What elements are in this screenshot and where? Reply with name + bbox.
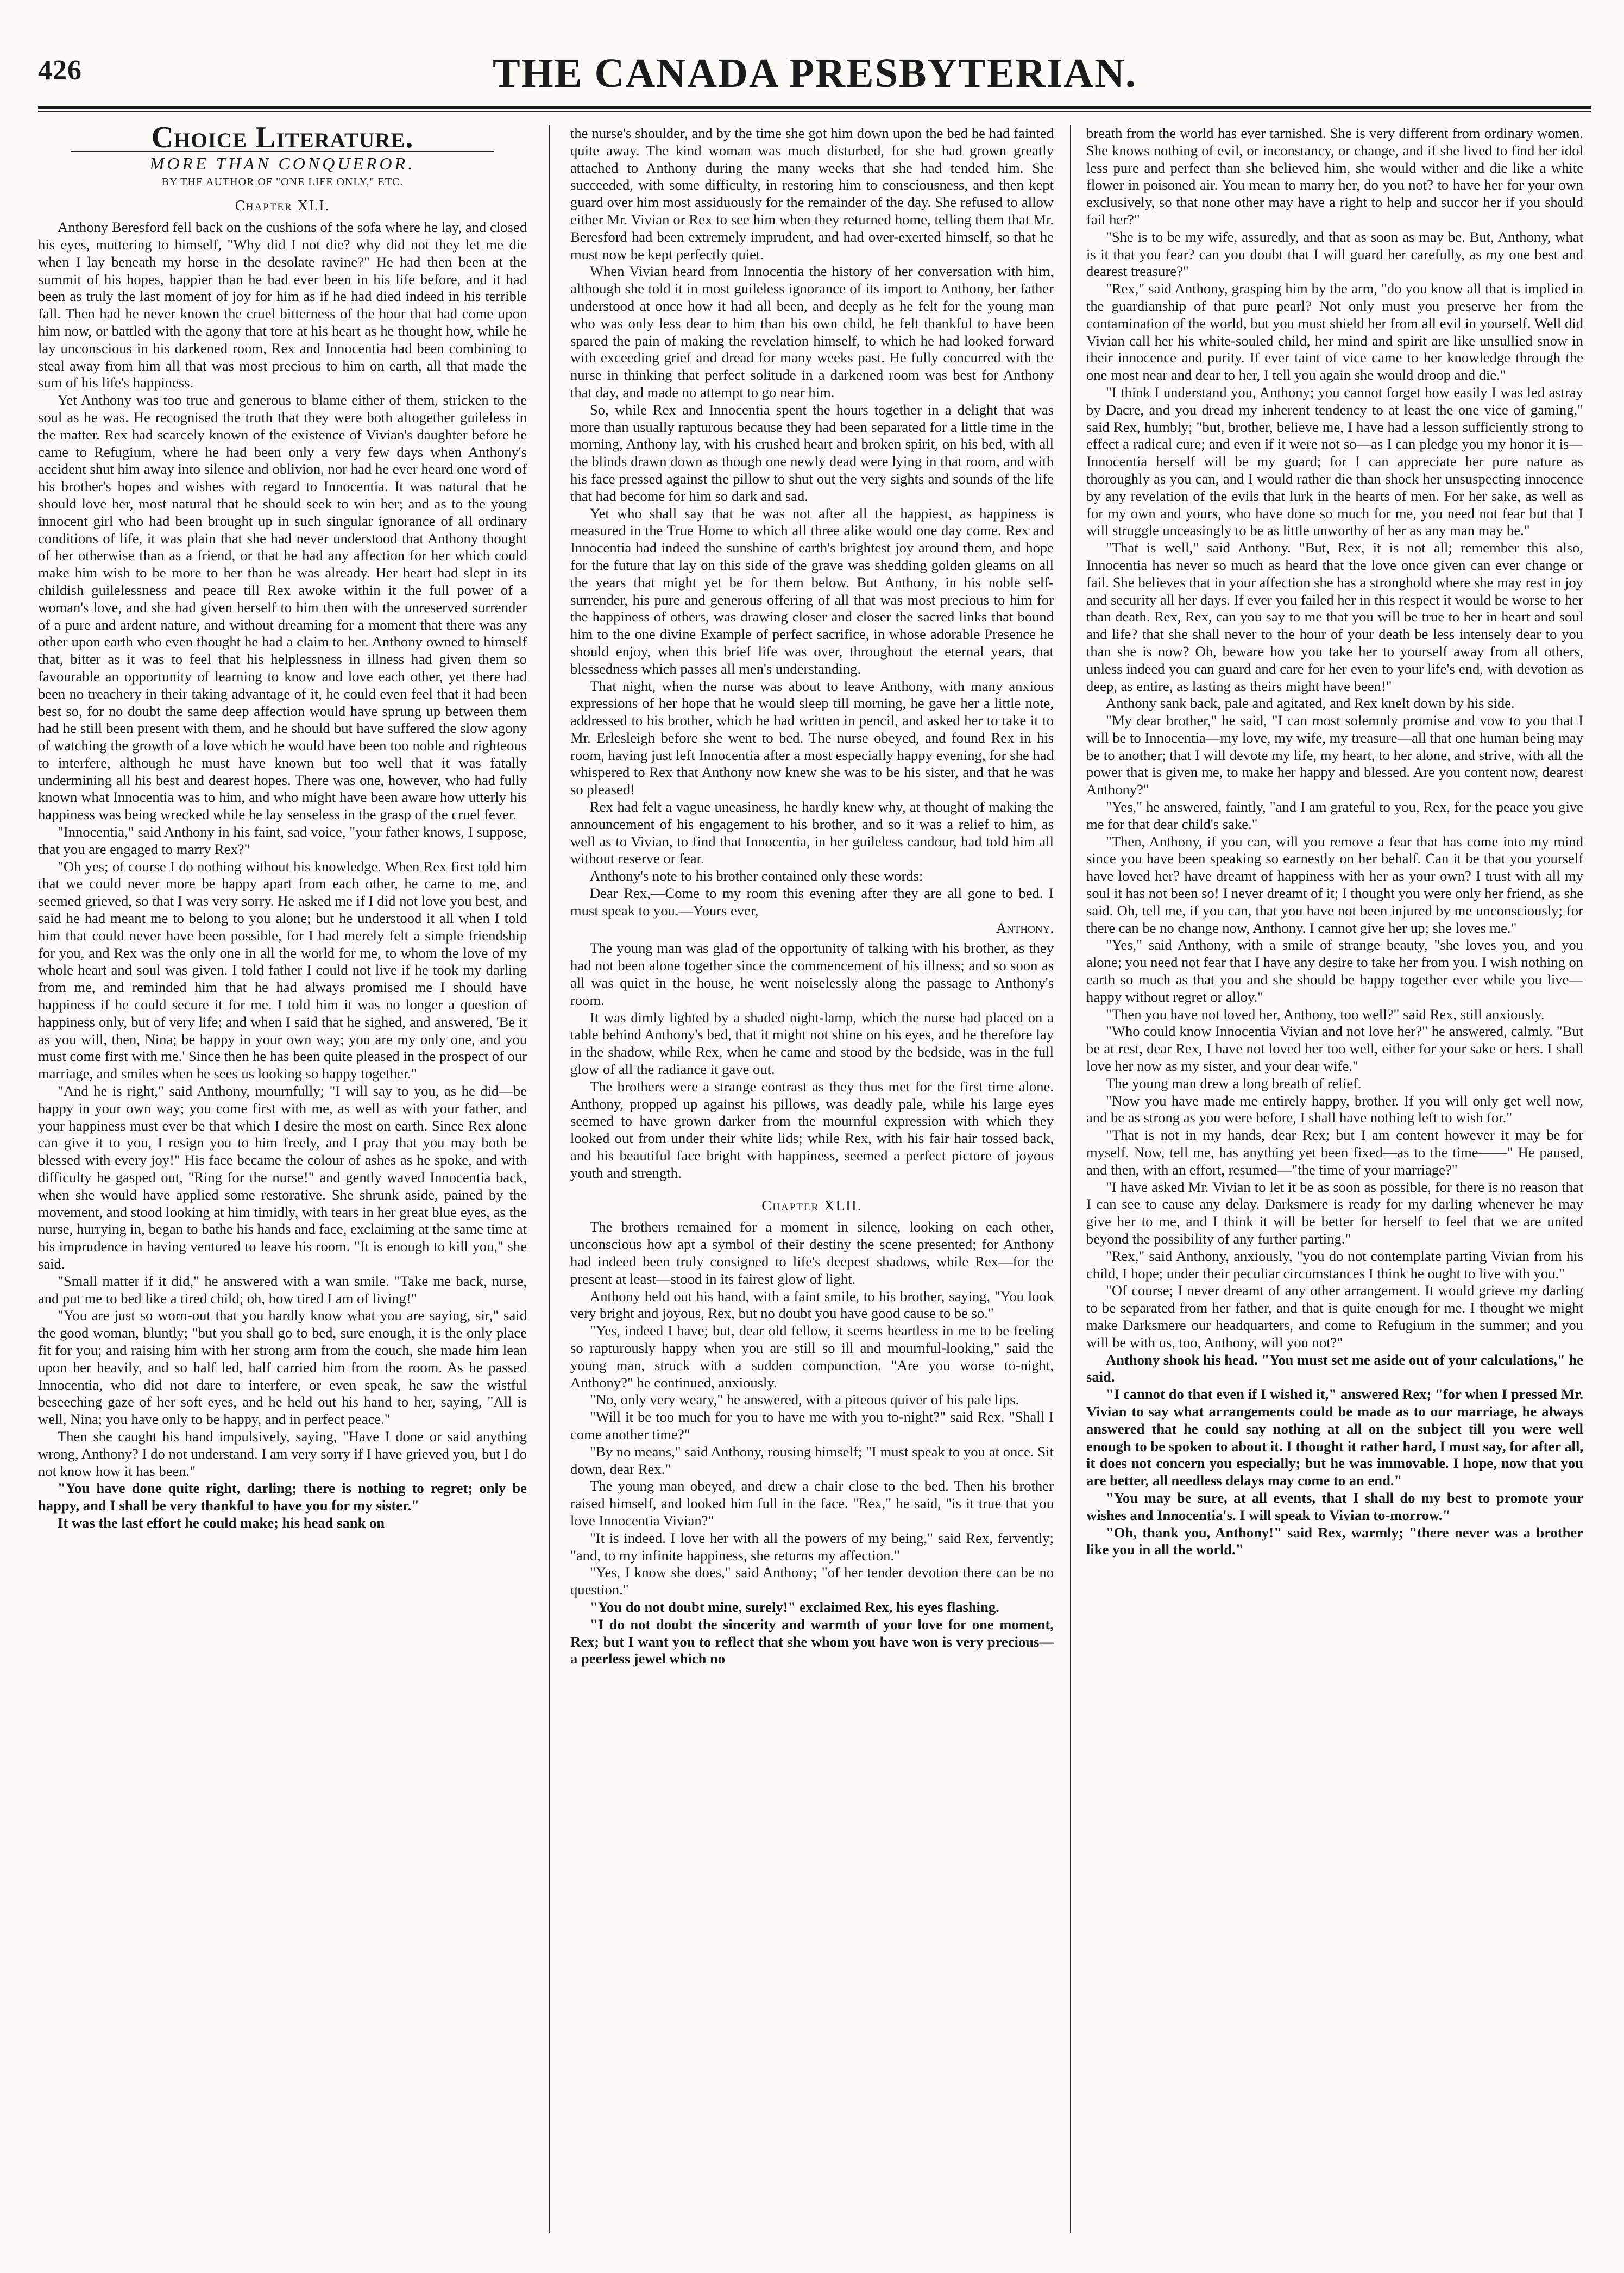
paragraph: The young man drew a long breath of relief. xyxy=(1106,1075,1362,1091)
chapter-heading: Chapter XLI. xyxy=(235,197,330,214)
paragraph: "Of course; I never dreamt of any other arrangement. It would grieve my darling to be separated from her father, and that is quite enough for me. I thought we might make Darksmere our headquarters, and come to Refugium in the summer; and you will be with us, too, Anthony, will you not?" xyxy=(1086,1282,1583,1351)
paragraph: "I think I understand you, Anthony; you cannot forget how easily I was led astray by Dacre, and you dread my inherent tendency to at least the one vice of gaming," said Rex, humbly; "but, brother, believe me, I have had a lesson sufficiently strong to effect a radical cure; and even if it were not so—as I can pledge you my honor it is—Innocentia herself will be my guard; for I can appreciate her pure nature as thoroughly as you can, and I would rather die than shock her unsuspecting innocence by any revelation of the evils that lurk in the hearts of men. For her sake, as well as for my own and yours, who have done so much for me, you need not fear but that I will struggle unceasingly to be as little unworthy of her as any man may be." xyxy=(1086,384,1583,539)
section-title: Choice Literature. xyxy=(151,125,414,154)
paragraph: the nurse's shoulder, and by the time she got him down upon the bed he had fainted quite away. The kind woman was much disturbed, for she had grown greatly attached to Anthony during the many weeks that she had tended him. She succeeded, with some difficulty, in restoring him to consciousness, and then kept guard over him most assiduously for the remainder of the day. She refused to allow either Mr. Vivian or Rex to see him when they returned home, telling them that Mr. Beresford had been extremely imprudent, and had over-exerted himself, so that he must now be kept perfectly quiet. xyxy=(570,125,1054,262)
paragraph: "You have done quite right, darling; there is nothing to regret; only be happy, and I shall be very thankful to have you for my sister." xyxy=(38,1480,527,1514)
paragraph: So, while Rex and Innocentia spent the hours together in a delight that was more than usually rapturous because they had been separated for a little time in the morning, Anthony lay, with his crushed heart and broken spirit, on his bed, with all the blinds drawn down as though one newly dead were lying in that room, and with his face pressed against the pillow to shut out the very sights and sounds of the life that had become for him so dark and sad. xyxy=(570,401,1054,504)
page-header xyxy=(38,50,1591,95)
paragraph: Anthony sank back, pale and agitated, and Rex knelt down by his side. xyxy=(1106,695,1515,712)
paragraph: "Oh, thank you, Anthony!" said Rex, warmly; "there never was a brother like you in all the world." xyxy=(1086,1524,1583,1558)
paragraph: "No, only very weary," he answered, with a piteous quiver of his pale lips. xyxy=(590,1391,1019,1408)
page-number: 426 xyxy=(38,55,82,86)
paragraph: "Then, Anthony, if you can, will you remove a fear that has come into my mind since you have been speaking so earnestly on her behalf. Can it be that you yourself have loved her? have dreamt of happiness with her as your own? I trust with all my soul it has not been so! I never dreamt of it; I thought you were only her friend, as she said. Oh, tell me, if you can, that you have not been injured by me unconsciously; for there can be no change now, Anthony. I cannot give her up; she loves me." xyxy=(1086,833,1583,936)
paragraph: "Small matter if it did," he answered with a wan smile. "Take me back, nurse, and put me to bed like a tired child; oh, how tired I am of living!" xyxy=(38,1272,527,1307)
paragraph: "Yes," said Anthony, with a smile of strange beauty, "she loves you, and you alone; you need not fear that I have any desire to take her from you. I wish nothing on earth so much as that you and she should be happy together ever while you live—happy without regret or alloy." xyxy=(1086,937,1583,1005)
paragraph: "Rex," said Anthony, grasping him by the arm, "do you know all that is implied in the guardianship of that pure pearl? Not only must you preserve her from the contamination of the world, but you must shield her from all evil in yourself. Well did Vivian call her his white-souled child, her mind and spirit are like unsullied snow in their innocence and purity. If ever taint of vice came to her knowledge through the one most near and dear to her, I tell you again she would droop and die." xyxy=(1086,280,1583,384)
column-1 xyxy=(38,125,527,2233)
paragraph: "Rex," said Anthony, anxiously, "you do not contemplate parting Vivian from his child, I hope; under their peculiar circumstances I think he ought to live with you." xyxy=(1086,1247,1583,1282)
paragraph: "My dear brother," he said, "I can most solemnly promise and vow to you that I will be to Innocentia—my love, my wife, my treasure—all that one human being may be to another; that I will devote my life, my heart, to her alone, and strive, with all the power that is given me, to make her happy and blessed. Are you content now, dearest Anthony?" xyxy=(1086,712,1583,798)
paragraph: Yet Anthony was too true and generous to blame either of them, stricken to the soul as he was. He recognised the truth that they were both altogether guileless in the matter. Rex had scarcely known of the existence of Vivian's daughter before he came to Refugium, where he had been only a very few days when Anthony's accident shut him away into silence and oblivion, nor had he ever heard one word of his brother's hopes and wishes with regard to Innocentia. It was natural that he should love her, most natural that he should seek to win her; and as to the young innocent girl who had been brought up in such singular ignorance of all ordinary conditions of life, it was plain that she had never understood that Anthony thought of her otherwise than as a friend, or that he had any affection for her which could make him wish to be more to her than he was already. Her heart had slept in its childish guilelessness and peace till Rex awoke within it the full power of a woman's love, and she had given herself to him then with the unreserved surrender of a pure and ardent nature, and without dreaming for a moment that there was any other upon earth who even thought he had a claim to her. Anthony owned to himself that, bitter as it was to feel that his helplessness in illness had given them so favourable an opportunity of learning to know and love each other, yet there had been no treachery in their taking advantage of it, he could even feel that it had been best so, for no doubt the same deep affection would have sprung up between them had he still been present with them, and he should but have suffered the slow agony of watching the growth of a love which he would have been too noble and righteous to interfere, although he must have known but too well that it was fatally undermining all his best and dearest hopes. There was one, however, who had fully known what Innocentia was to him, and who might have been aware how utterly his happiness was being wrecked while he lay senseless in the grasp of the cruel fever. xyxy=(38,392,527,823)
paragraph: Anthony's note to his brother contained only these words: xyxy=(590,868,923,884)
chapter-heading: Chapter XLII. xyxy=(761,1197,863,1214)
paragraph: "Yes, I know she does," said Anthony; "of her tender devotion there can be no question." xyxy=(570,1564,1054,1598)
paragraph: "Yes," he answered, faintly, "and I am grateful to you, Rex, for the peace you give me for that dear child's sake." xyxy=(1086,799,1583,832)
paragraph: Then she caught his hand impulsively, saying, "Have I done or said anything wrong, Anthony? I do not understand. I am very sorry if I have grieved you, but I do not know how it has been." xyxy=(38,1428,527,1479)
paragraph: "Will it be too much for you to have me with you to-night?" said Rex. "Shall I come another time?" xyxy=(570,1409,1054,1442)
paragraph: "I have asked Mr. Vivian to let it be as soon as possible, for there is no reason that I can see to cause any delay. Darksmere is ready for my darling whenever he may give her to me, and I think it will be better for herself to feel that we are united beyond the possibility of any further parting." xyxy=(1086,1178,1583,1247)
paragraph: "You may be sure, at all events, that I shall do my best to promote your wishes and Innocentia's. I will speak to Vivian to-morrow." xyxy=(1086,1489,1583,1523)
header-rule xyxy=(38,106,1591,109)
paragraph: "Who could know Innocentia Vivian and not love her?" he answered, calmly. "But be at rest, dear Rex, I have not loved her too well, either for your sake or hers. I shall love her now as my sister, and your dear wife." xyxy=(1086,1023,1583,1075)
story-title: MORE THAN CONQUEROR. xyxy=(149,153,416,173)
paragraph: "Yes, indeed I have; but, dear old fellow, it seems heartless in me to be feeling so rapturously happy when you are still so ill and mournful-looking," said the young man, struck with a sudden compunction. "Are you worse to-night, Anthony?" he continued, anxiously. xyxy=(570,1322,1054,1391)
paragraph: The young man was glad of the opportunity of talking with his brother, as they had not been alone together since the commencement of his illness; and so soon as all was quiet in the house, he went noiselessly along the passage to Anthony's room. xyxy=(570,940,1054,1008)
paragraph: "That is well," said Anthony. "But, Rex, it is not all; remember this also, Innocentia has never so much as heard that the love once given can ever change or fail. She believes that in your affection she has a stronghold where she may rest in joy and security all her days. If ever you failed her in this respect it would be worse to her than death. Rex, Rex, can you say to me that you will be true to her in heart and soul and life? that she shall never to the hour of your death be less intensely dear to you than she is now? Oh, beware how you take her to yourself away from all others, unless indeed you can guard and care for her even to your life's end, with devotion as deep, as entire, as lasting as theirs might have been!" xyxy=(1086,539,1583,694)
paragraph: "Now you have made me entirely happy, brother. If you will only get well now, and be as strong as you were before, I shall have nothing left to wish for." xyxy=(1086,1092,1583,1126)
newspaper-title: THE CANADA PRESBYTERIAN. xyxy=(492,51,1137,96)
byline: BY THE AUTHOR OF "ONE LIFE ONLY," ETC. xyxy=(161,175,404,188)
paragraph: It was dimly lighted by a shaded night-lamp, which the nurse had placed on a table behind Anthony's bed, that it might not shine on his eyes, and he therefore lay in the shadow, while Rex, when he came and stood by the bedside, was in the full glow of all the radiance it gave out. xyxy=(570,1009,1054,1078)
paragraph: "Oh yes; of course I do nothing without his knowledge. When Rex first told him that we could never more be happy apart from each other, he came to me, and seemed grieved, so that I was very sorry. He asked me if I did not love you best, and said he had meant me to belong to you alone; but he understood it all when I told him that could never have been possible, for I had merely felt a simple friendship for you, and Rex was the only one in all the world for me, to whom the love of my whole heart and soul was given. I told father I could not live if he took my darling from me, and reminded him that he had always promised me I should have happiness if he could secure it for me. I told him it was no longer a question of happiness only, but of very life; and when I said that he sighed, and answered, 'Be it as you will, then, Nina; be happy in your own way; you are my only one, and you must come first with me.' Since then he has been quite pleased in the prospect of our marriage, and smiles when he sees us looking so happy together." xyxy=(38,858,527,1082)
paragraph: "You do not doubt mine, surely!" exclaimed Rex, his eyes flashing. xyxy=(590,1598,999,1615)
note-signature: Anthony. xyxy=(996,919,1054,936)
paragraph: "Innocentia," said Anthony in his faint, sad voice, "your father knows, I suppose, that you are engaged to marry Rex?" xyxy=(38,824,527,857)
note-text: Dear Rex,—Come to my room this evening after they are all gone to bed. I must speak to you.—Yours ever, xyxy=(570,885,1054,919)
paragraph: The brothers remained for a moment in silence, looking on each other, unconscious how apt a symbol of their destiny the scene presented; for Anthony had indeed been truly consigned to life's deepest shadows, while Rex—for the present at least—stood in its fairest glow of light. xyxy=(570,1219,1054,1287)
paragraph: "I cannot do that even if I wished it," answered Rex; "for when I pressed Mr. Vivian to say what arrangements could be made as to our marriage, he always answered that he could say nothing at all on the subject till you were well enough to be spoken to about it. I thought it rather hard, I must say, for after all, it does not concern you especially; but he was immovable. I hope, now that you are better, all needless delays may come to an end." xyxy=(1086,1386,1583,1489)
paragraph: Anthony shook his head. "You must set me aside out of your calculations," he said. xyxy=(1086,1351,1583,1385)
header-rule-thin xyxy=(38,111,1591,112)
paragraph: The brothers were a strange contrast as they thus met for the first time alone. Anthony, propped up against his pillows, was deadly pale, while his large eyes seemed to have grown darker from the mournful expression with which they looked out from under their white lids; while Rex, with his fair hair tossed back, and his beautiful face bright with happiness, seemed a perfect picture of joyous youth and strength. xyxy=(570,1078,1054,1181)
paragraph: Rex had felt a vague uneasiness, he hardly knew why, at thought of making the announcement of his engagement to his brother, and so it was a relief to him, as well as to Vivian, to find that Innocentia, in her guileless candour, had told him all without reserve or fear. xyxy=(570,799,1054,867)
paragraph: "By no means," said Anthony, rousing himself; "I must speak to you at once. Sit down, dear Rex." xyxy=(570,1443,1054,1477)
paragraph: "Then you have not loved her, Anthony, too well?" said Rex, still anxiously. xyxy=(1106,1006,1545,1022)
column-divider xyxy=(549,125,550,2233)
paragraph: That night, when the nurse was about to leave Anthony, with many anxious expressions of her hope that he would sleep till morning, he gave her a little note, addressed to his brother, which he had written in pencil, and asked her to take it to Mr. Erlesleigh before she went to bed. The nurse obeyed, and found Rex in his room, having just left Innocentia after a most especially happy evening, for she had whispered to Rex that Anthony now knew she was to be his sister, and that he was so pleased! xyxy=(570,677,1054,798)
paragraph: Yet who shall say that he was not after all the happiest, as happiness is measured in the True Home to which all three alike would one day come. Rex and Innocentia had indeed the sunshine of earth's brightest joy around them, and hope for the future that lay on this side of the grave was shedding golden gleams on all the years that might yet be for them below. But Anthony, in his noble self-surrender, his pure and generous offering of all that was most precious to him for the happiness of others, was drawing closer and closer the sacred links that bound him to the one divine Example of perfect sacrifice, in whose adorable Presence he should enjoy, when this brief life was over, throughout the eternal years, that blessedness which passes all men's understanding. xyxy=(570,505,1054,677)
paragraph: When Vivian heard from Innocentia the history of her conversation with him, although she told it in most guileless ignorance of its import to Anthony, her father understood at once how it had all been, and deeply as he felt for the young man who was only less dear to him than his own child, he felt thankful to have been spared the pain of making the revelation himself, to which he had looked forward with exceeding grief and dread for many weeks past. He fully concurred with the nurse in thinking that perfect solitude in a darkened room was best for Anthony that day, and made no attempt to go near him. xyxy=(570,263,1054,400)
paragraph: "It is indeed. I love her with all the powers of my being," said Rex, fervently; "and, to my infinite happiness, she returns my affection." xyxy=(570,1529,1054,1564)
paragraph: breath from the world has ever tarnished. She is very different from ordinary women. She knows nothing of evil, or inconstancy, or change, and if she lived to find her idol less pure and perfect than she believed him, she would wither and die like a white flower in poisoned air. You mean to marry her, do you not? to have her for your own exclusively, so that none other may have a right to help and succor her if you should fail her?" xyxy=(1086,125,1583,228)
column-3 xyxy=(1086,125,1583,2233)
paragraph: It was the last effort he could make; his head sank on xyxy=(58,1514,385,1531)
paragraph: "You are just so worn-out that you hardly know what you are saying, sir," said the good woman, bluntly; "but you shall go to bed, sure enough, it is the only place fit for you; and raising him with her strong arm from the couch, she made him lean upon her heavily, and so half led, half carried him from the room. As he passed Innocentia, who did not dare to interfere, or even speak, he saw the wistful beseeching gaze of her soft eyes, and he held out his hand to her, saying, "All is well, Nina; you have only to be happy, and in perfect peace." xyxy=(38,1307,527,1428)
column-2 xyxy=(570,125,1054,2233)
paragraph: "She is to be my wife, assuredly, and that as soon as may be. But, Anthony, what is it that you fear? can you doubt that I will guard her carefully, as my one best and dearest treasure?" xyxy=(1086,228,1583,280)
paragraph: Anthony Beresford fell back on the cushions of the sofa where he lay, and closed his eyes, muttering to himself, "Why did I not die? why did not they let me die when I lay beneath my horse in the desolate ravine?" He had then been at the summit of his hopes, happier than he had ever been in his life before, and it had been as truly the last moment of joy for him as if he had died indeed in his terrible fall. Then had he never known the cruel bitterness of the hour that had come upon him now, or battled with the agony that tore at his heart as he thought how, while he lay unconscious in his darkened room, Rex and Innocentia had been combining to steal away from him all that was most precious to him on earth, all that made the sum of his life's happiness. xyxy=(38,219,527,391)
paragraph: "And he is right," said Anthony, mournfully; "I will say to you, as he did—be happy in your own way; you come first with me, as well as with your father, and your happiness must ever be that which I desire the most on earth. Since Rex alone can give it to you, I resign you to him freely, and I pray that you may both be blessed with every joy!" His face became the colour of ashes as he spoke, and with difficulty he gasped out, "Ring for the nurse!" and gently waved Innocentia back, when she would have applied some restorative. She shrunk aside, pained by the movement, and stood looking at him timidly, with tears in her great blue eyes, as the nurse, hurrying in, began to bathe his hands and face, exclaiming at the same time at his imprudence in having ventured to leave his room. "It is enough to kill you," she said. xyxy=(38,1083,527,1272)
paragraph: "I do not doubt the sincerity and warmth of your love for one moment, Rex; but I want you to reflect that she whom you have won is very precious—a peerless jewel which no xyxy=(570,1616,1054,1667)
paragraph: "That is not in my hands, dear Rex; but I am content however it may be for myself. Now, tell me, has anything yet been fixed—as to the time——" He paused, and then, with an effort, resumed—"the time of your marriage?" xyxy=(1086,1127,1583,1178)
paragraph: The young man obeyed, and drew a chair close to the bed. Then his brother raised himself, and looked him full in the face. "Rex," he said, "is it true that you love Innocentia Vivian?" xyxy=(570,1478,1054,1529)
column-divider xyxy=(1070,125,1071,2233)
paragraph: Anthony held out his hand, with a faint smile, to his brother, saying, "You look very bright and joyous, Rex, but no doubt you have good cause to be so." xyxy=(570,1288,1054,1322)
